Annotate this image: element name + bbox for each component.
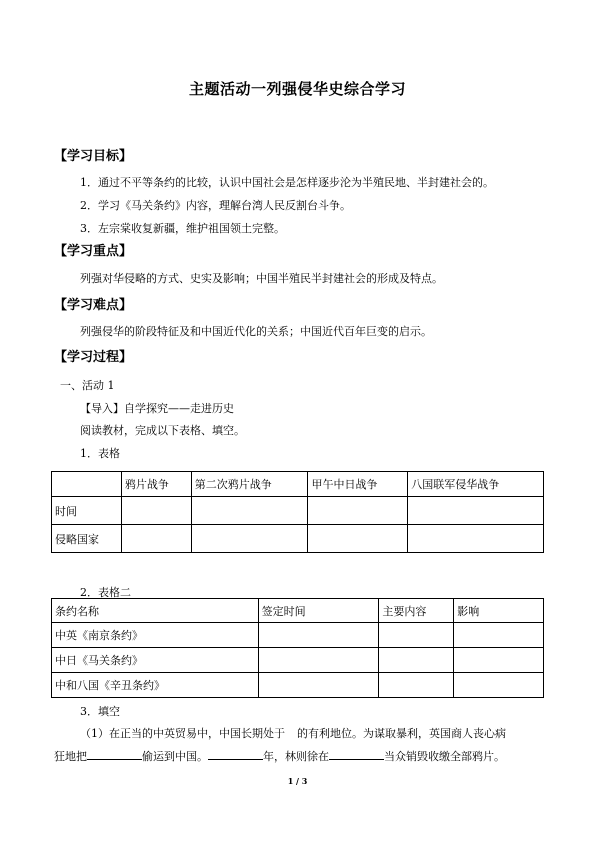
table2-label: 2．表格二 [80, 586, 131, 599]
fill-text: 的有利地位。为谋取暴利，英国商人丧心病 [297, 727, 506, 740]
objective-item: 3．左宗棠收复新疆，维护祖国领土完整。 [80, 222, 285, 235]
key-points-heading: 【学习重点】 [54, 244, 133, 259]
fill-label: 3．填空 [80, 705, 120, 718]
activity-label: 一、活动 1 [60, 379, 115, 392]
table-row [52, 623, 544, 648]
table-cell [121, 525, 191, 553]
fill-text: 偷运到中国。 [142, 750, 208, 763]
table-row [52, 673, 544, 698]
table-header-cell: 鸦片战争 [121, 472, 191, 497]
fill-text: 当众销毁收缴全部鸦片。 [384, 750, 505, 763]
table-cell: 中和八国《辛丑条约》 [52, 673, 259, 698]
table-cell [408, 525, 544, 553]
table-row [52, 497, 544, 525]
table-cell: 中英《南京条约》 [52, 623, 259, 648]
table-wars [51, 471, 544, 553]
table-cell [121, 497, 191, 525]
table-header-cell: 主要内容 [379, 599, 454, 623]
objective-item: 1．通过不平等条约的比较，认识中国社会是怎样逐步沦为半殖民地、半封建社会的。 [80, 176, 494, 189]
objective-item: 2．学习《马关条约》内容，理解台湾人民反割台斗争。 [80, 199, 351, 212]
table-cell [191, 497, 308, 525]
table1-label: 1．表格 [80, 447, 120, 460]
instruction-text: 阅读教材，完成以下表格、填空。 [80, 424, 245, 437]
table-header-cell [52, 472, 122, 497]
table-cell [308, 497, 408, 525]
table-cell [308, 525, 408, 553]
table-cell [258, 673, 379, 698]
key-points-text: 列强对华侵略的方式、史实及影响；中国半殖民半封建社会的形成及特点。 [80, 272, 443, 285]
table-cell: 侵略国家 [52, 525, 122, 553]
intro-text: 【导入】自学探究——走进历史 [80, 402, 234, 415]
table-cell: 中日《马关条约》 [52, 648, 259, 673]
difficulties-text: 列强侵华的阶段特征及和中国近代化的关系；中国近代百年巨变的启示。 [80, 325, 432, 338]
table-header-cell: 签定时间 [258, 599, 379, 623]
table-cell [191, 525, 308, 553]
fill-text: 年，林则徐在 [263, 750, 329, 763]
table-header-cell: 影响 [454, 599, 544, 623]
fill-blank[interactable] [208, 748, 263, 760]
table-row [52, 648, 544, 673]
table-header-cell: 第二次鸦片战争 [191, 472, 308, 497]
table-cell [379, 673, 454, 698]
table-header-cell: 条约名称 [52, 599, 259, 623]
objectives-heading: 【学习目标】 [54, 149, 133, 164]
table-cell [258, 648, 379, 673]
table-cell: 时间 [52, 497, 122, 525]
table-header-cell: 八国联军侵华战争 [408, 472, 544, 497]
page-number: 1 / 3 [287, 776, 308, 786]
table-cell [258, 623, 379, 648]
table-cell [379, 648, 454, 673]
table-header-cell: 甲午中日战争 [308, 472, 408, 497]
fill-text: （1）在正当的中英贸易中，中国长期处于 [80, 727, 285, 740]
table-cell [408, 497, 544, 525]
table-treaties [51, 598, 544, 698]
table-header-row [52, 599, 544, 623]
page-title: 主题活动一列强侵华史综合学习 [188, 80, 406, 98]
fill-line-1 [80, 725, 506, 741]
difficulties-heading: 【学习难点】 [54, 298, 133, 313]
table-cell [379, 623, 454, 648]
process-heading: 【学习过程】 [54, 350, 133, 365]
table-cell [454, 648, 544, 673]
table-cell [454, 623, 544, 648]
fill-blank[interactable] [87, 748, 142, 760]
fill-text: 狂地把 [54, 750, 87, 763]
fill-blank[interactable] [329, 748, 384, 760]
table-cell [454, 673, 544, 698]
table-header-row [52, 472, 544, 497]
table-row [52, 525, 544, 553]
fill-line-2 [54, 748, 505, 764]
